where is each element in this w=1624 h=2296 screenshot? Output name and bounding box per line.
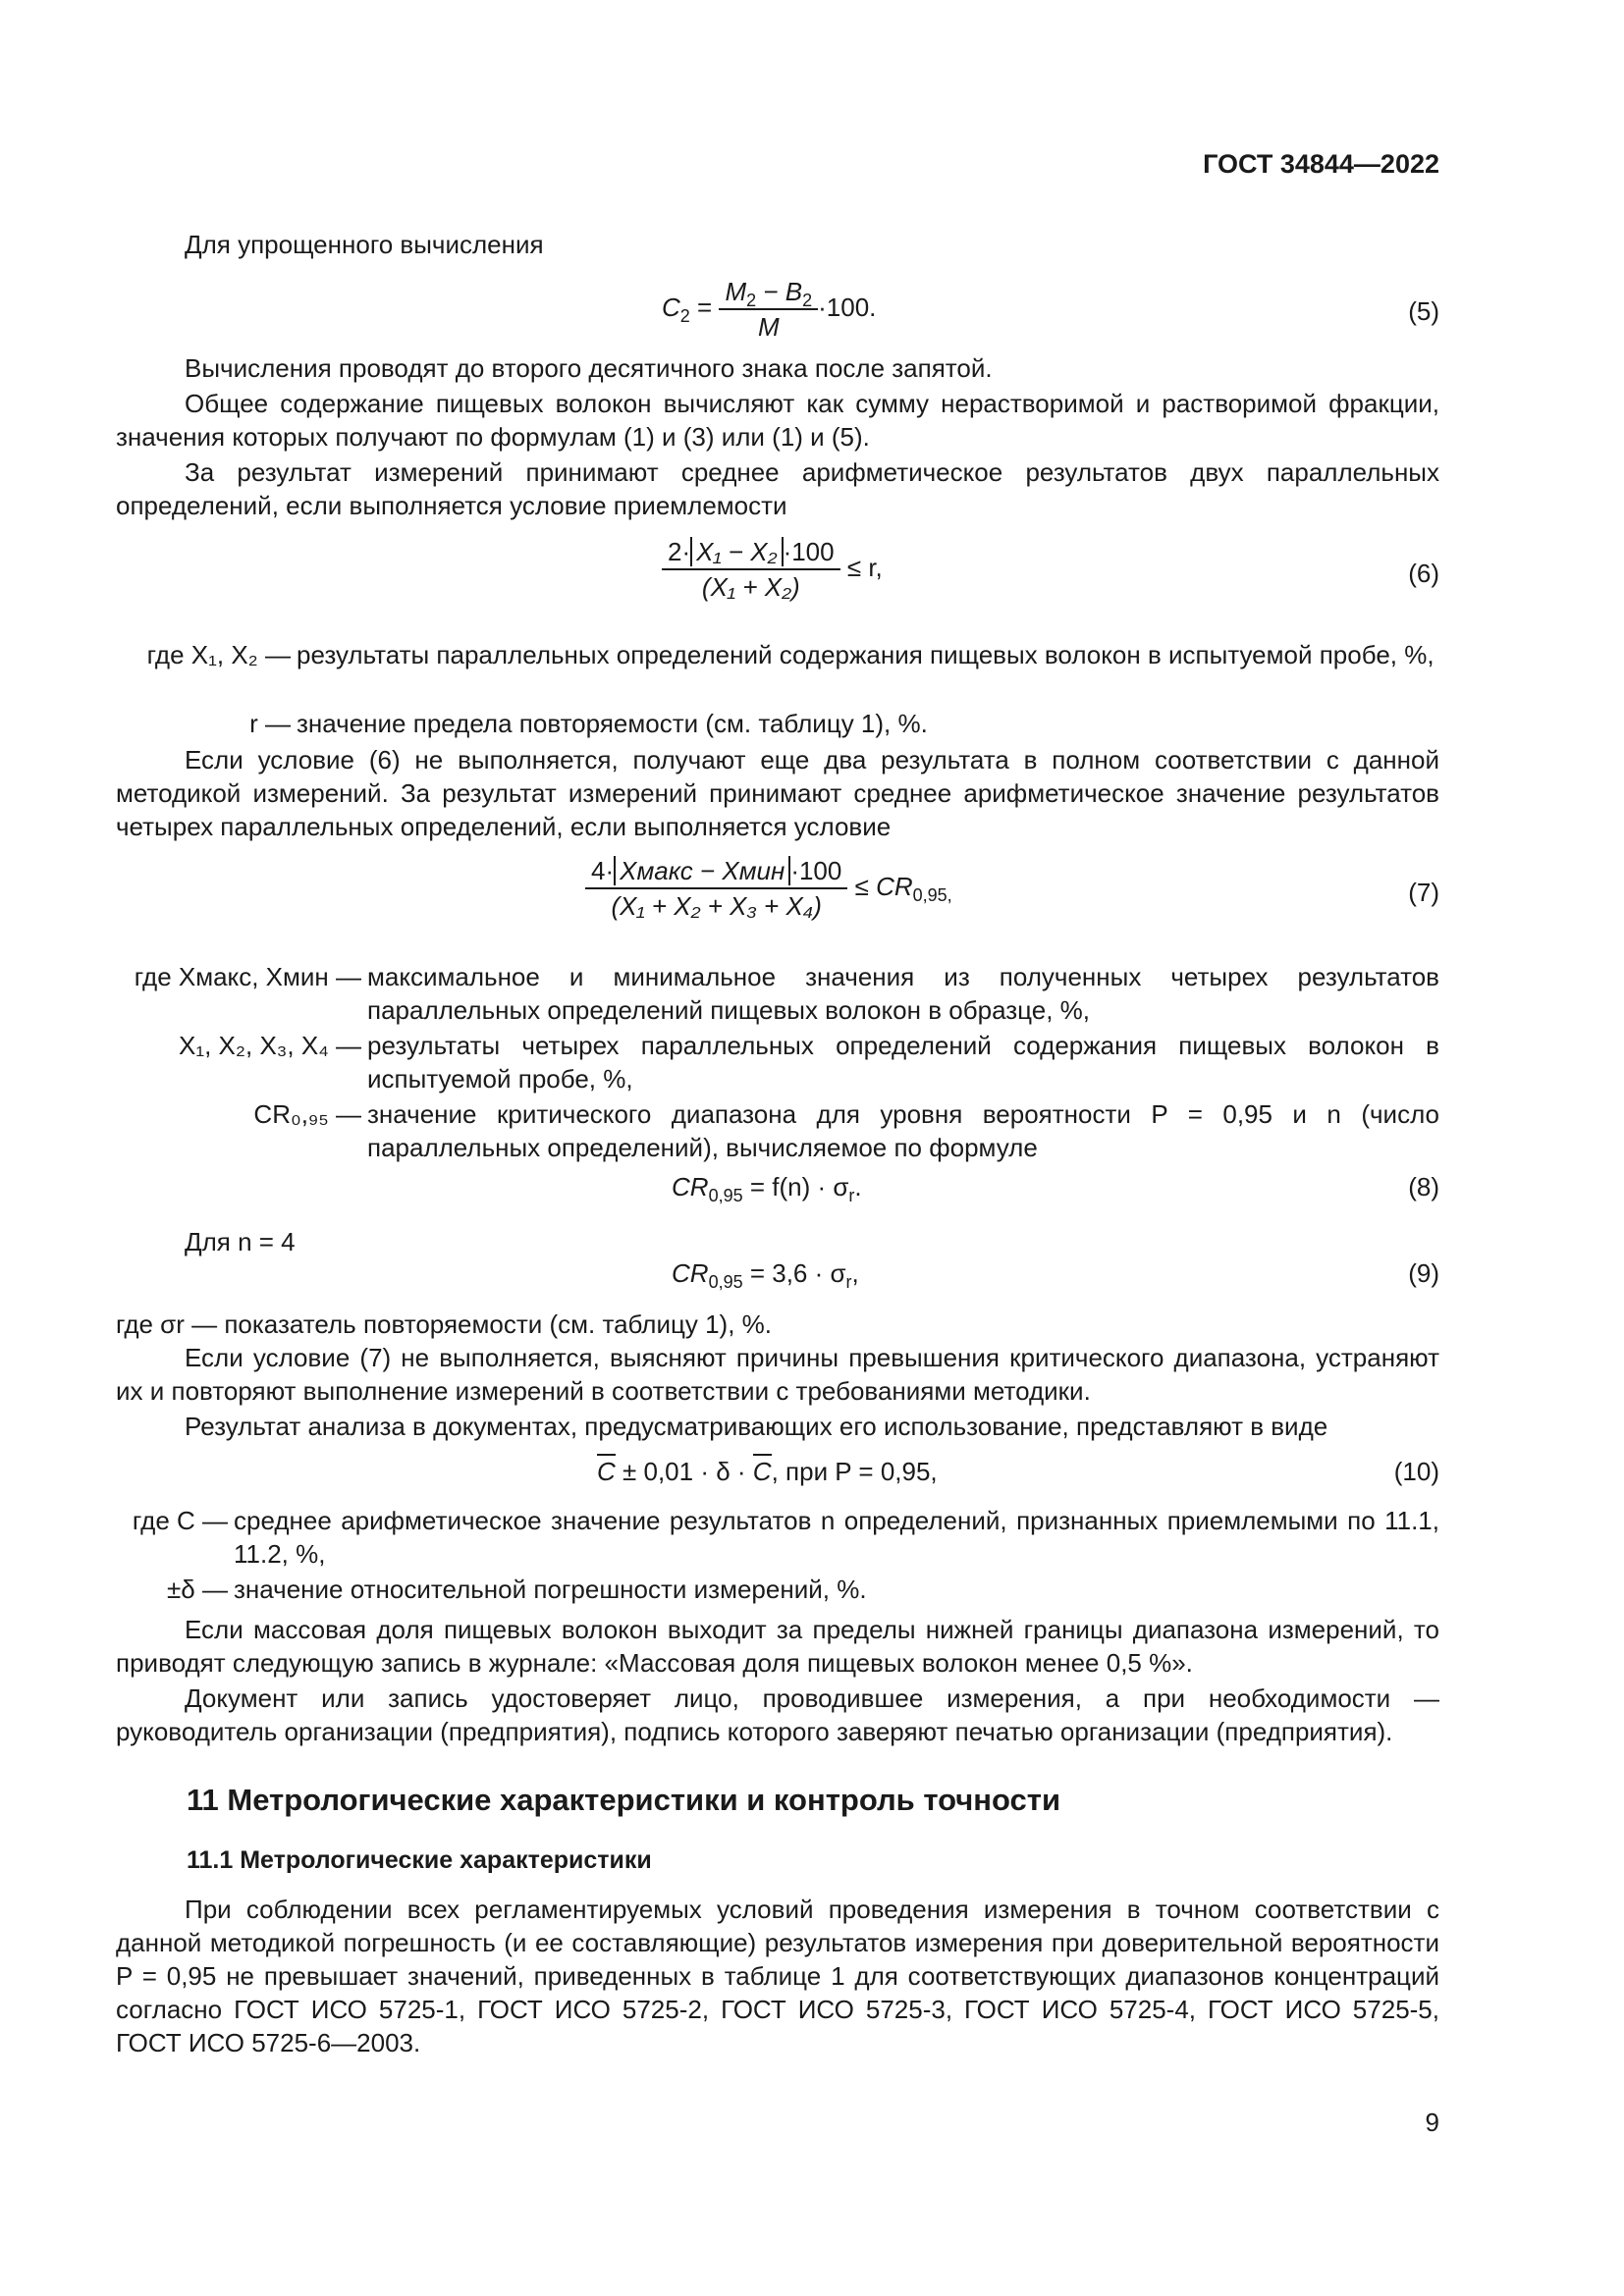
definition-term: X₁, X₂, X₃, X₄ — [179,1031,361,1060]
paragraph: где σr — показатель повторяемости (см. таблицу 1), %. [116,1309,772,1339]
equation-7 [116,854,1439,933]
eq8-lhs-sub: 0,95 [708,1186,743,1205]
eq7-tail-sub: 0,95, [912,884,952,905]
eq6-den: (X₁ + X₂) [701,572,800,602]
paragraph: Общее содержание пищевых волокон вычисляют как сумму нерастворимой и растворимой фракции, значения которых получают по формулам (1) и (3) или (1) и (5). [116,389,1439,452]
paragraph: Если массовая доля пищевых волокон выходит за пределы нижней границы диапазона измерений, то приводят следующую запись в журнале: «Массовая доля пищевых волокон менее 0,5 %». [116,1615,1439,1678]
paragraph: Документ или запись удостоверяет лицо, проводившее измерения, а при необходимости — руководитель организации (предприятия), подпись которого заверяют печатью организации (предприятия). [116,1683,1439,1746]
equation-number: (8) [1408,1172,1439,1201]
definition-term: CR₀,₉₅ — [253,1099,361,1129]
eq5-num-minus: − B [756,277,803,306]
equation-number: (6) [1408,559,1439,588]
eq9-tail: , [851,1258,859,1288]
page-number: 9 [1425,2108,1439,2137]
paragraph: За результат измерений принимают среднее арифметическое результатов двух параллельных определений, если выполняется условие приемлемости [116,457,1439,520]
eq8-rhs: = f(n) · σ [742,1172,849,1201]
eq7-fraction [585,854,847,923]
eq10-mid: ± 0,01 · δ · [615,1457,753,1486]
definition-text: максимальное и минимальное значения из полученных четырех результатов параллельных определений пищевых волокон в образце, %, [367,962,1439,1025]
equation-9 [116,1256,1439,1296]
eq8-lhs: CR [672,1172,709,1201]
eq5-den: M [757,312,780,342]
definition-item [116,1573,1439,1606]
definition-term: где Xмакс, Xмин — [134,962,361,991]
definition-term: где C — [132,1506,228,1535]
equation-8 [116,1170,1439,1209]
eq10-tail: , при P = 0,95, [771,1457,938,1486]
eq8-tail: . [854,1172,862,1201]
definition-item [116,1097,1439,1166]
definition-text: результаты параллельных определений содержания пищевых волокон в испытуемой пробе, %, [297,640,1435,669]
definition-item [116,707,1439,740]
equation-number: (5) [1408,296,1439,326]
eq7-tail: ≤ CR [847,871,913,901]
section-heading: 11 Метрологические характеристики и контроль точности [187,1783,1061,1817]
subsection-heading: 11.1 Метрологические характеристики [187,1846,652,1874]
equation-number: (9) [1408,1258,1439,1288]
document-id: ГОСТ 34844—2022 [1203,149,1439,179]
equation-number: (7) [1408,878,1439,907]
eq5-tail: ·100. [818,292,877,322]
definition-text: значение предела повторяемости (см. таблицу 1), %. [297,709,928,738]
definition-item [116,1504,1439,1573]
eq7-num-post: ·100 [790,856,842,885]
definition-text: значение относительной погрешности измерений, %. [234,1575,867,1604]
definition-term: ±δ — [167,1575,228,1604]
definition-item [116,960,1439,1029]
paragraph: Результат анализа в документах, предусматривающих его использование, представляют в виде [185,1412,1328,1441]
eq6-num-post: ·100 [783,537,835,566]
eq5-equals: = [689,292,720,322]
eq5-fraction [719,275,818,344]
definition-item [116,1029,1439,1097]
definition-text: результаты четырех параллельных определений содержания пищевых волокон в испытуемой пробе, %, [367,1031,1439,1094]
eq9-lhs-sub: 0,95 [708,1272,743,1292]
eq9-lhs: CR [672,1258,709,1288]
definition-text: значение критического диапазона для уровня вероятности P = 0,95 и n (число параллельных определений), вычисляемое по формуле [367,1099,1439,1162]
eq7-den: (X₁ + X₂ + X₃ + X₄) [611,891,822,921]
eq5-num-sub: 2 [746,291,757,310]
eq5-lhs: C [662,292,680,322]
eq6-num-abs: X₁ − X₂ [690,537,783,566]
definition-term: где X₁, X₂ — [146,640,291,669]
eq10-c-bar: C [753,1454,772,1486]
eq7-num-pre: 4· [591,856,615,885]
definition-term: r — [249,709,291,738]
eq9-rhs-sub: r [845,1272,852,1292]
eq10-c-bar: C [597,1454,616,1486]
eq7-num-abs: Xмакс − Xмин [614,856,790,885]
paragraph: Вычисления проводят до второго десятичного знака после запятой. [185,353,993,383]
eq8-rhs-sub: r [848,1186,855,1205]
paragraph: Если условие (7) не выполняется, выясняют причины превышения критического диапазона, устраняют их и повторяют выполнение измерений в соответствии с требованиями методики. [116,1343,1439,1406]
definition-item [116,638,1439,707]
equation-6 [116,535,1439,614]
eq5-num-sub2: 2 [802,291,813,310]
paragraph: Если условие (6) не выполняется, получают еще два результата в полном соответствии с данной методикой измерений. За результат измерений принимают среднее арифметическое значение результатов четырех параллельных определений, если выполняется условие [116,745,1439,841]
equation-5 [116,275,1439,353]
paragraph: Для упрощенного вычисления [185,230,544,259]
eq5-lhs-sub: 2 [679,305,690,326]
equation-number: (10) [1393,1457,1439,1486]
eq6-num-pre: 2· [668,537,691,566]
paragraph: Для n = 4 [185,1227,296,1256]
definition-text: среднее арифметическое значение результатов n определений, признанных приемлемыми по 11.1, 11.2, %, [234,1506,1439,1569]
eq5-num: M [725,277,747,306]
eq9-rhs: = 3,6 · σ [742,1258,846,1288]
eq6-fraction [662,535,840,604]
eq6-tail: ≤ r, [839,552,883,582]
paragraph: При соблюдении всех регламентируемых условий проведения измерения в точном соответствии с данной методикой погрешность (и ее составляющие) результатов измерения при доверительной вероятности P = 0,95 не превышает значений, приведенных в таблице 1 для соответствующих диапазонов концентраций согласно ГОСТ ИСО 5725-1, ГОСТ ИСО 5725-2, ГОСТ ИСО 5725-3, ГОСТ ИСО 5725-4, ГОСТ ИСО 5725-5, ГОСТ ИСО 5725-6—2003. [116,1895,1439,2057]
equation-10 [116,1455,1439,1494]
